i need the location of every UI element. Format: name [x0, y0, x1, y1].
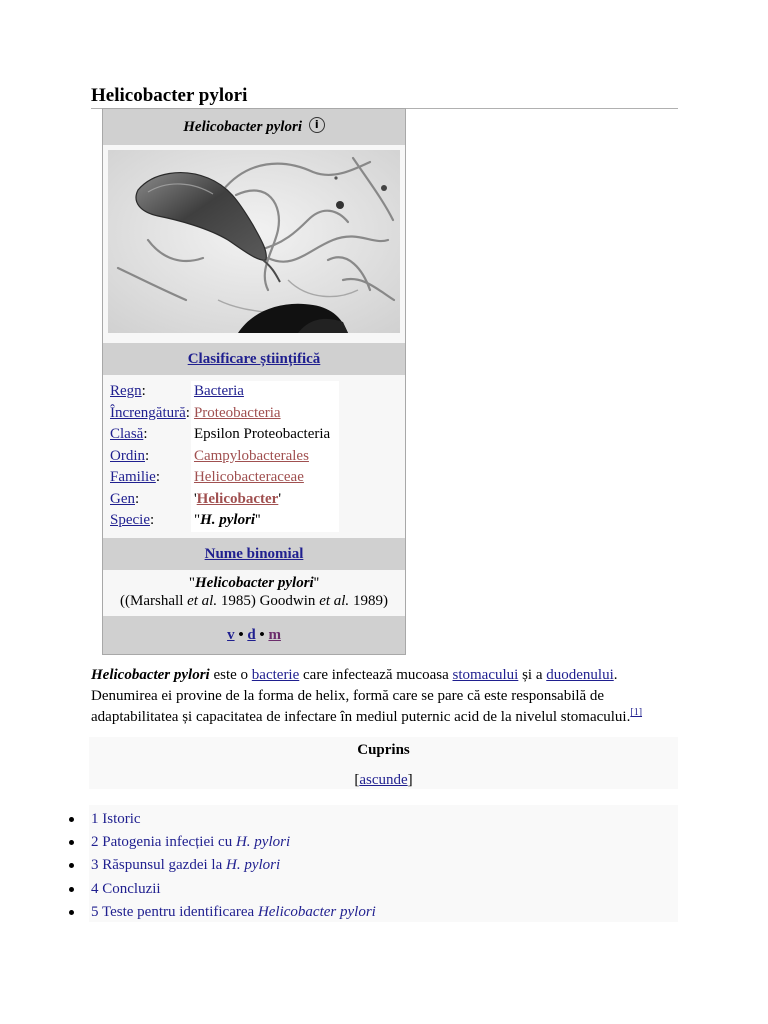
value-cell: [191, 424, 339, 446]
intro-text: este o: [209, 667, 252, 683]
value-link-campylobacterales[interactable]: Campylobacterales: [193, 447, 309, 464]
rank-link-increngatura[interactable]: Încrengătură: [110, 404, 186, 421]
toc-title: Cuprins: [357, 742, 410, 758]
rank-colon: :: [149, 512, 155, 529]
toc-item-concluzii[interactable]: [91, 879, 161, 899]
nav-modify-link[interactable]: m: [268, 626, 281, 643]
value-cell: [191, 446, 339, 468]
toc-item-raspunsul[interactable]: [91, 855, 280, 875]
binomial-name-text: Helicobacter pylori: [195, 574, 314, 591]
taxonomy-row-specie: [109, 510, 339, 532]
taxobox-title: [103, 109, 405, 145]
reference-link[interactable]: [1]: [630, 707, 643, 718]
nav-discuss-link[interactable]: d: [247, 626, 256, 643]
rank-cell: [109, 510, 191, 532]
toc-bracket: [: [354, 772, 360, 788]
binomial-header: [103, 538, 405, 570]
toc-toggle: [89, 772, 678, 789]
value-cell: [191, 467, 339, 489]
rank-colon: :: [185, 404, 190, 421]
taxonomy-row-clasa: [109, 424, 339, 446]
binomial-link[interactable]: Nume binomial: [204, 545, 304, 562]
authority-part: 1985) Goodwin: [217, 592, 320, 609]
bullet-icon: [69, 863, 74, 868]
intro-paragraph: [91, 665, 681, 728]
rank-link-gen[interactable]: Gen: [110, 490, 135, 507]
classification-header: [103, 343, 405, 375]
toc-item-teste[interactable]: [91, 902, 376, 922]
authority-etal: et al.: [319, 592, 350, 609]
authority-part: 1989): [349, 592, 388, 609]
taxonomy-table: [109, 381, 339, 532]
authority-etal: et al.: [187, 592, 218, 609]
nav-separator: •: [259, 626, 265, 643]
link-duodenului[interactable]: duodenului: [546, 667, 614, 683]
binomial-section: [103, 570, 405, 616]
rank-link-specie[interactable]: Specie: [110, 512, 150, 529]
link-stomacului[interactable]: stomacului: [452, 667, 519, 683]
toc-item-italic: Helicobacter pylori: [257, 904, 376, 920]
value-text-species: H. pylori: [200, 512, 256, 529]
rank-link-regn[interactable]: Regn: [110, 383, 142, 400]
rank-colon: :: [145, 447, 150, 464]
rank-colon: :: [155, 469, 160, 486]
rank-link-ordin[interactable]: Ordin: [110, 447, 145, 464]
taxobox: [102, 108, 406, 655]
taxobox-image-area: [103, 145, 405, 343]
value-cell: "H. pylori'': [191, 510, 339, 532]
rank-cell: [109, 467, 191, 489]
nav-view-link[interactable]: v: [227, 626, 235, 643]
taxonomy-table-wrap: [103, 375, 405, 538]
taxobox-title-text: Helicobacter pylori: [183, 119, 302, 135]
page-title: Helicobacter pylori: [91, 85, 678, 109]
taxonomy-row-increngatura: [109, 403, 339, 425]
rank-cell: [109, 381, 191, 403]
rank-cell: [109, 446, 191, 468]
value-cell: 'Helicobacter': [191, 489, 339, 511]
taxonomy-row-familie: [109, 467, 339, 489]
authority-part: ((Marshall: [120, 592, 188, 609]
binomial-authority: [103, 592, 405, 610]
value-cell: [191, 381, 339, 403]
bacterium-micrograph[interactable]: [108, 150, 400, 333]
rank-link-familie[interactable]: Familie: [110, 469, 156, 486]
toc-item-text: 2 Patogenia infecției cu: [91, 834, 236, 850]
toc-hide-link[interactable]: ascunde: [359, 772, 408, 788]
toc-item-istoric[interactable]: [91, 809, 141, 829]
taxonomy-row-regn: [109, 381, 339, 403]
toc-header: [89, 737, 678, 789]
value-cell: [191, 403, 339, 425]
link-bacterie[interactable]: bacterie: [251, 667, 300, 683]
toc-item-patogenia[interactable]: [91, 832, 290, 852]
toc-list: [89, 805, 678, 922]
value-link-proteobacteria[interactable]: Proteobacteria: [193, 404, 281, 421]
toc-item-italic: H. pylori: [225, 857, 281, 873]
toc-item-italic: H. pylori: [235, 834, 291, 850]
info-circle-icon[interactable]: i: [309, 117, 325, 133]
value-link-helicobacter[interactable]: Helicobacter: [196, 490, 279, 507]
value-link-helicobacteraceae[interactable]: Helicobacteraceae: [193, 469, 304, 486]
rank-colon: :: [141, 383, 146, 400]
toc-item-text: 1 Istoric: [91, 811, 141, 827]
bullet-icon: [69, 817, 74, 822]
classification-link[interactable]: Clasificare științifică: [187, 351, 321, 367]
taxonomy-row-gen: [109, 489, 339, 511]
intro-subject: Helicobacter pylori: [91, 667, 210, 683]
taxonomy-row-ordin: [109, 446, 339, 468]
toc-item-text: 3 Răspunsul gazdei la: [91, 857, 226, 873]
rank-colon: :: [143, 426, 148, 443]
intro-text: care infectează mucoasa: [299, 667, 453, 683]
rank-colon: :: [135, 490, 140, 507]
template-nav: [103, 616, 405, 654]
binomial-name: "Helicobacter pylori'': [188, 574, 320, 591]
bullet-icon: [69, 910, 74, 915]
bullet-icon: [69, 840, 74, 845]
nav-separator: •: [238, 626, 244, 643]
toc-bracket: ]: [407, 772, 413, 788]
intro-text: și a: [518, 667, 547, 683]
toc-item-text: 4 Concluzii: [91, 881, 161, 897]
value-text-epsilon: Epsilon Proteobacteria: [193, 426, 331, 443]
bullet-icon: [69, 887, 74, 892]
value-link-bacteria[interactable]: Bacteria: [193, 383, 244, 400]
toc-item-text: 5 Teste pentru identificarea: [91, 904, 258, 920]
rank-cell: [109, 424, 191, 446]
rank-link-clasa[interactable]: Clasă: [110, 426, 144, 443]
rank-cell: [109, 489, 191, 511]
rank-cell: [109, 403, 191, 425]
intro-text: . Denumirea ei provine de la forma de helix, formă care se pare că este responsabilă de adaptabilitatea și capacitatea de infectare în mediul puternic acid de la nivelul stomacului.: [91, 667, 631, 725]
